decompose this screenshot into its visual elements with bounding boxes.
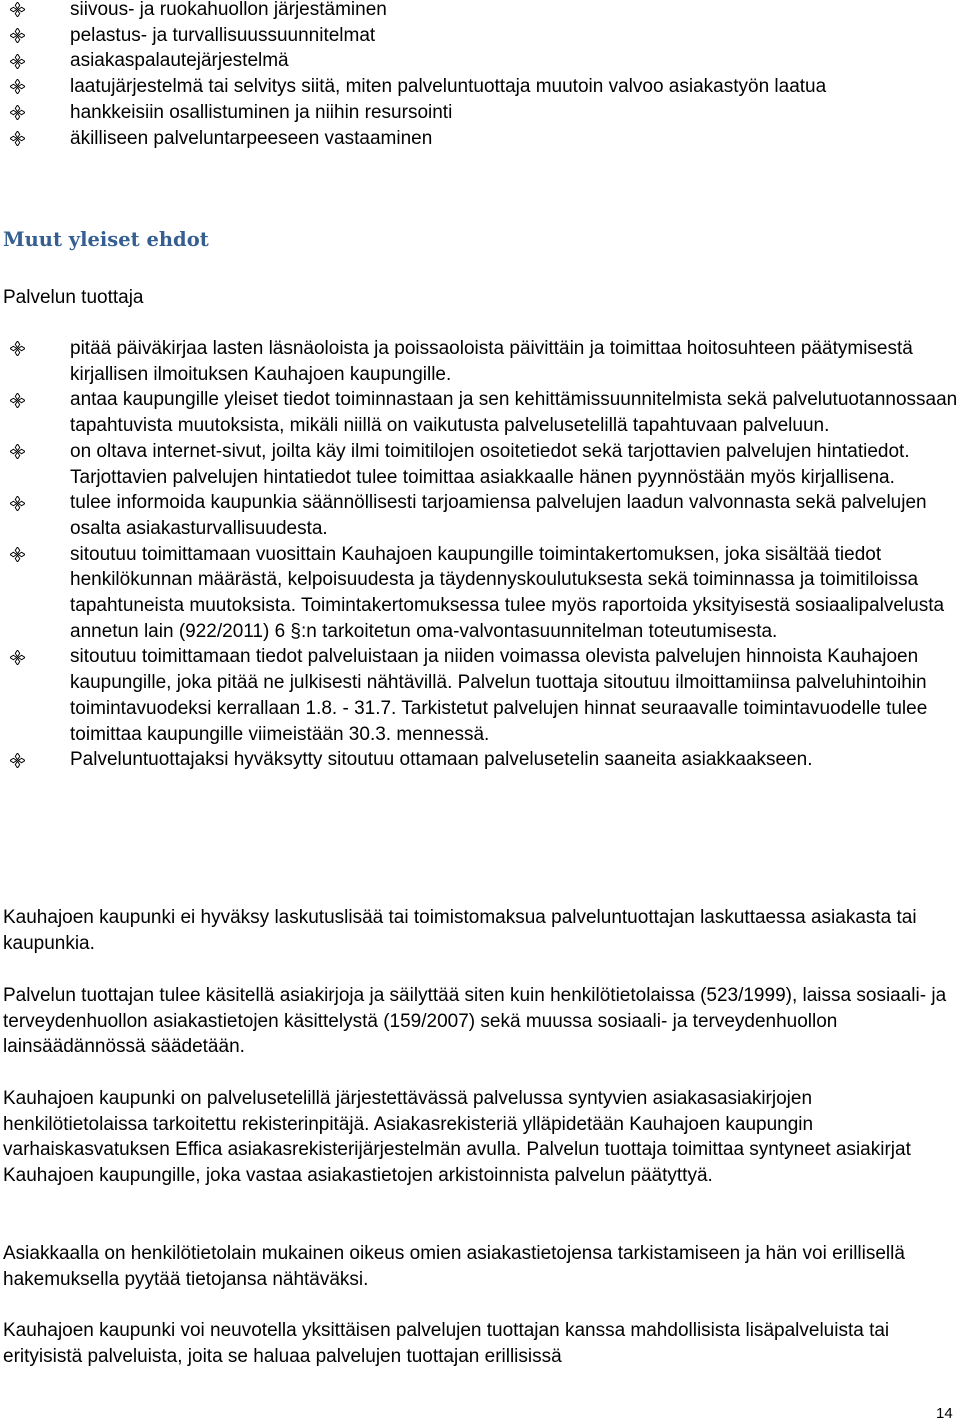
diamond-bullet-icon [8, 74, 26, 100]
diamond-bullet-icon [8, 23, 26, 49]
diamond-bullet-icon [8, 100, 26, 126]
list-item-text: pitää päiväkirjaa lasten läsnäoloista ja poissaoloista päivittäin ja toimittaa hoitosuhteen päätymisestä kirjallisen ilmoituksen Kauhajoen kaupungille. [70, 338, 913, 385]
main-bullet-list [0, 336, 958, 773]
list-item [0, 74, 955, 100]
top-bullet-list [0, 0, 955, 151]
list-item [0, 48, 955, 74]
list-item-text: sitoutuu toimittamaan tiedot palveluistaan ja niiden voimassa olevista palvelujen hinnoista Kauhajoen kaupungille, joka pitää ne julkisesti nähtävillä. Palvelun tuottaja sitoutuu ilmoittamiinsa palveluhintoihin toimintavuodeksi kerrallaan 1.8. - 31.7. Tarkistetut palvelujen hinnat seuraavalle toimintavuodelle tulee toimittaa kaupungille viimeistään 30.3. mennessä. [70, 646, 928, 745]
list-item-text: sitoutuu toimittamaan vuosittain Kauhajoen kaupungille toimintakertomuksen, joka sisältää tiedot henkilökunnan määrästä, kelpoisuudesta ja täydennyskoulutuksesta sekä toiminnassa ja toimitiloissa tapahtuneista muutoksista. Toimintakertomuksessa tulee myös raportoida yksityisestä sosiaalipalvelusta annetun lain (922/2011) 6 §:n tarkoitetun oma-valvontasuunnitelman toteutumisesta. [70, 543, 945, 642]
paragraph-client-rights: Asiakkaalla on henkilötietolain mukainen oikeus omien asiakastietojensa tarkistamiseen ja hän voi erillisellä hakemuksella pyytää tietojansa nähtäväksi. [3, 1243, 905, 1290]
list-item [0, 100, 955, 126]
list-item [0, 387, 958, 438]
list-item-text: äkilliseen palveluntarpeeseen vastaaminen [70, 127, 433, 149]
list-item [0, 747, 958, 773]
diamond-bullet-icon [8, 48, 26, 74]
list-item [0, 126, 955, 152]
list-item-text: laatujärjestelmä tai selvitys siitä, miten palveluntuottaja muutoin valvoo asiakastyön laatua [70, 76, 827, 98]
diamond-bullet-icon [8, 0, 26, 23]
subheading: Palvelun tuottaja [3, 287, 144, 308]
page-number: 14 [936, 1405, 953, 1422]
list-item [0, 644, 958, 747]
paragraph-registry-controller: Kauhajoen kaupunki on palvelusetelillä järjestettävässä palvelussa syntyvien asiakasasiakirjojen henkilötietolaissa tarkoitettu rekisterinpitäjä. Asiakasrekisteriä ylläpidetään Kauhajoen kaupungin varhaiskasvatuksen Effica asiakasrekisterijärjestelmän avulla. Palvelun tuottaja toimittaa syntyneet asiakirjat Kauhajoen kaupungille, joka vastaa asiakastietojen arkistoinnista palvelun päätyttyä. [3, 1088, 911, 1187]
section-heading: Muut yleiset ehdot [3, 228, 209, 251]
list-item [0, 336, 958, 387]
list-item [0, 23, 955, 49]
list-item [0, 0, 955, 23]
diamond-bullet-icon [8, 644, 26, 670]
list-item-text: on oltava internet-sivut, joilta käy ilmi toimitilojen osoitetiedot sekä tarjottavien palvelujen hintatiedot. Tarjottavien palvelujen hintatiedot tulee toimittaa asiakkaalle hänen pyynnöstään myös kirjallisena. [70, 440, 910, 488]
diamond-bullet-icon [8, 126, 26, 152]
list-item-text: antaa kaupungille yleiset tiedot toiminnastaan ja sen kehittämissuunnitelmista sekä palvelutuotannossaan tapahtuvista muutoksista, mikäli niillä on vaikutusta palvelusetelillä tapahtuvaan palveluun. [70, 389, 958, 437]
paragraph-records-handling: Palvelun tuottajan tulee käsitellä asiakirjoja ja säilyttää siten kuin henkilötietolaissa (523/1999), laissa sosiaali- ja terveydenhuollon asiakastietojen käsittelystä (159/2007) sekä muussa sosiaali- ja terveydenhuollon lainsäädännössä säädetään. [3, 985, 947, 1058]
list-item-text: tulee informoida kaupunkia säännöllisesti tarjoamiensa palvelujen laadun valvonnasta sekä palvelujen osalta asiakasturvallisuudesta. [70, 492, 927, 539]
diamond-bullet-icon [8, 387, 26, 413]
list-item [0, 490, 958, 541]
diamond-bullet-icon [8, 439, 26, 465]
diamond-bullet-icon [8, 542, 26, 568]
list-item-text: siivous- ja ruokahuollon järjestäminen [70, 0, 387, 20]
diamond-bullet-icon [8, 336, 26, 362]
diamond-bullet-icon [8, 490, 26, 516]
paragraph-invoicing: Kauhajoen kaupunki ei hyväksy laskutuslisää tai toimistomaksua palveluntuottajan laskuttaessa asiakasta tai kaupunkia. [3, 907, 917, 954]
list-item-text: Palveluntuottajaksi hyväksytty sitoutuu ottamaan palvelusetelin saaneita asiakkaakseen. [70, 749, 813, 771]
list-item-text: pelastus- ja turvallisuussuunnitelmat [70, 24, 376, 46]
list-item [0, 439, 958, 490]
list-item-text: hankkeisiin osallistuminen ja niihin resursointi [70, 101, 453, 123]
list-item-text: asiakaspalautejärjestelmä [70, 50, 289, 72]
diamond-bullet-icon [8, 747, 26, 773]
list-item [0, 542, 958, 645]
paragraph-additional-services: Kauhajoen kaupunki voi neuvotella yksittäisen palvelujen tuottajan kanssa mahdollisista lisäpalveluista tai erityisistä palveluista, joita se haluaa palvelujen tuottajan erillisissä [3, 1320, 890, 1367]
